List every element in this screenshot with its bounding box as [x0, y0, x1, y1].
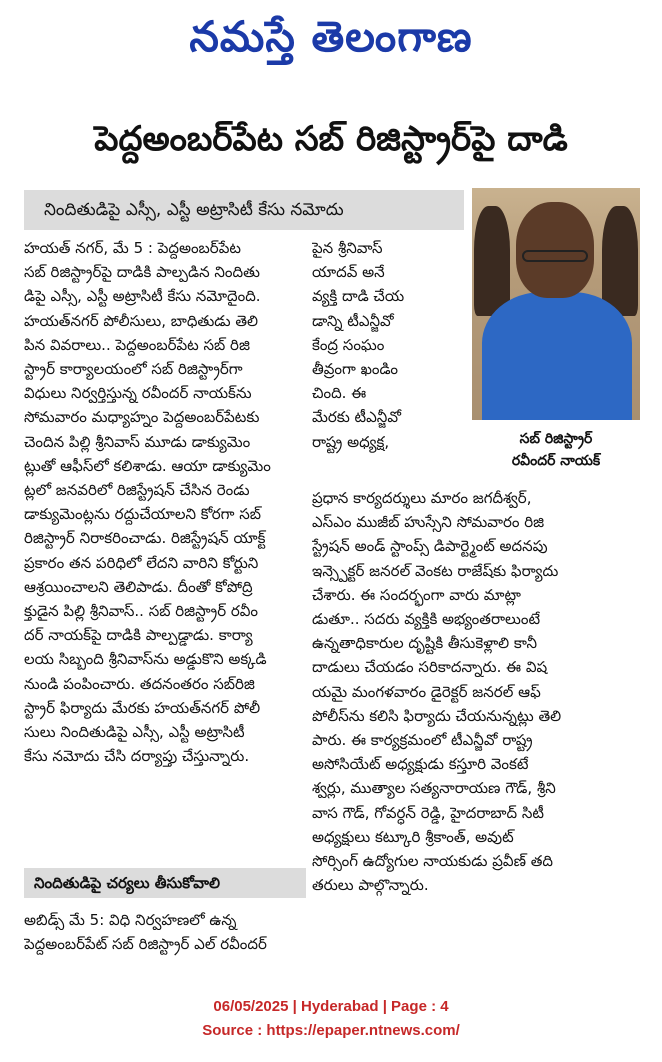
footer-source: Source : https://epaper.ntnews.com/	[202, 1022, 460, 1039]
body-line: తరులు పాల్గొన్నారు.	[312, 876, 429, 895]
body-line: స్ట్రార్ ఫిర్యాదు మేరకు హయత్‌నగర్ పోలీ	[24, 698, 261, 717]
body-line: సోమవారం మధ్యాహ్నం పెద్దఅంబర్‌పేటకు	[24, 408, 260, 427]
body-line: కేసు నమోదు చేసి దర్యాప్తు చేస్తున్నారు.	[24, 747, 250, 766]
body-line: స్ట్రార్ కార్యాలయంలో సబ్ రిజిస్ట్రార్‌గా	[24, 360, 243, 379]
background-person	[602, 206, 638, 316]
article-column-left-lower	[24, 908, 306, 956]
body-line: లయ సిబ్బంది శ్రీనివాస్‌ను అడ్డుకొని అక్కడి	[24, 650, 267, 669]
body-line: సబ్ రిజిస్ట్రార్‌పై దాడికి పాల్పడిన నిందితు	[24, 263, 260, 282]
body-line: ట్లలో జనవరిలో రిజిస్ట్రేషన్ చేసిన రెండు	[24, 481, 250, 500]
footer-dateline: 06/05/2025 | Hyderabad | Page : 4	[213, 998, 449, 1015]
body-line: దర్ నాయక్‌పై దాడికి పాల్పడ్డాడు. కార్యా	[24, 626, 253, 645]
body-line: యాదవ్ అనే	[312, 263, 385, 282]
body-line: అసోసియేట్ అధ్యక్షుడు కస్తూరి వెంకటే	[312, 755, 529, 774]
body-line: ఎస్ఎం ముజీబ్ హుస్సేని సోమవారం రిజి	[312, 513, 545, 532]
article-column-right	[312, 486, 642, 897]
body-line: డుతూ.. సదరు వ్యక్తికి అభ్యంతరాలుంటే	[312, 610, 541, 629]
body-line: పారు. ఈ కార్యక్రమంలో టీఎన్జీవో రాష్ట్ర	[312, 731, 533, 750]
body-line: అధ్యక్షులు కట్కూరి శ్రీకాంత్, అవుట్	[312, 827, 514, 846]
body-line: పోలీస్‌ను కలిసి ఫిర్యాదు చేయనున్నట్లు తెలి	[312, 706, 562, 725]
section-subhead: నిందితుడిపై చర్యలు తీసుకోవాలి	[24, 868, 306, 898]
body-line: డాన్ని టీఎన్జీవో	[312, 311, 394, 330]
body-line: అబిడ్స్ మే 5: విధి నిర్వహణలో ఉన్న	[24, 911, 237, 929]
article-photo	[472, 188, 640, 420]
article-headline: పెద్దఅంబర్‌పేట సబ్ రిజిస్ట్రార్‌పై దాడి	[94, 119, 568, 159]
body-line: స్ట్రేషన్ అండ్ స్టాంప్స్ డిపార్ట్మెంట్ అదనపు	[312, 537, 548, 556]
body-line: కేంద్ర సంఘం	[312, 335, 385, 354]
body-line: వ్యక్తి దాడి చేయ	[312, 287, 405, 306]
masthead-logo: నమస్తే తెలంగాణ	[189, 12, 473, 61]
background-person	[474, 206, 510, 316]
body-line: సోర్సింగ్ ఉద్యోగుల నాయకుడు ప్రవీణ్ తది	[312, 852, 553, 871]
body-line: వాస గౌడ్, గోవర్ధన్ రెడ్డి, హైదరాబాద్ సిటీ	[312, 803, 544, 822]
body-line: క్తుడైన పిల్లి శ్రీనివాస్.. సబ్ రిజిస్ట్రార్ రవీం	[24, 602, 259, 621]
body-line: పెద్దఅంబర్‌పేట్ సబ్ రిజిస్ట్రార్ ఎల్ రవీందర్	[24, 935, 267, 954]
article-subhead: నిందితుడిపై ఎస్సీ, ఎస్టీ అట్రాసిటీ కేసు నమోదు	[24, 190, 464, 230]
body-line: యమై మంగళవారం డైరెక్టర్ జనరల్ ఆఫ్	[312, 682, 541, 701]
body-line: డాక్యుమెంట్లను రద్దుచేయాలని కోరగా సబ్	[24, 505, 262, 524]
body-line: చేశారు. ఈ సందర్భంగా వారు మాట్లా	[312, 585, 521, 604]
body-line: పైన శ్రీనివాస్	[312, 239, 383, 257]
body-line: హయత్‌నగర్ పోలీసులు, బాధితుడు తెలి	[24, 311, 258, 330]
body-line: నుండి పంపించారు. తదనంతరం సబ్‌రిజి	[24, 674, 255, 693]
body-line: శ్వర్లు, ముత్యాల సత్యనారాయణ గౌడ్, శ్రీని	[312, 779, 556, 798]
body-line: ఆశ్రయించాలని తెలిపాడు. దీంతో కోపోద్రి	[24, 577, 253, 596]
body-line: ఉన్నతాధికారుల దృష్టికి తీసుకెళ్లాలి కానీ	[312, 634, 537, 653]
body-line: తీవ్రంగా ఖండిం	[312, 360, 398, 379]
body-line: రిజిస్ట్రార్ నిరాకరించాడు. రిజిస్ట్రేషన్ యాక్ట్	[24, 529, 266, 548]
body-line: ప్రధాన కార్యదర్శులు మారం జగదీశ్వర్,	[312, 489, 532, 507]
photo-caption	[472, 422, 640, 484]
body-line: డిపై ఎస్సీ, ఎస్టీ అట్రాసిటీ కేసు నమోదైంది.	[24, 287, 261, 306]
body-line: మేరకు టీఎన్జీవో	[312, 408, 401, 427]
body-line: ప్రకారం తన పరిధిలో లేదని వారిని కోర్టుని	[24, 553, 259, 572]
body-line: చింది. ఈ	[312, 384, 367, 403]
body-line: ఇన్స్పెక్టర్ జనరల్ వెంకట రాజేష్‌కు ఫిర్యాదు	[312, 561, 559, 580]
body-line: దాడులు చేయడం సరికాదన్నారు. ఈ విష	[312, 658, 548, 677]
body-line: చెందిన పిల్లి శ్రీనివాస్ మూడు డాక్యుమెం	[24, 432, 251, 451]
caption-line: రవీందర్ నాయక్	[511, 453, 601, 469]
body-line: పిన వివరాలు.. పెద్దఅంబర్‌పేట సబ్ రిజి	[24, 335, 250, 354]
body-line: హయత్ నగర్, మే 5 : పెద్దఅంబర్‌పేట	[24, 239, 241, 257]
photo-glasses	[522, 250, 588, 262]
photo-shirt	[482, 292, 632, 420]
body-line: ట్లుతో ఆఫీస్‌లో కలిశాడు. ఆయా డాక్యుమెం	[24, 456, 271, 475]
article-column-middle	[312, 236, 462, 454]
body-line: రాష్ట్ర అధ్యక్ష,	[312, 432, 390, 451]
body-line: విధులు నిర్వర్తిస్తున్న రవీందర్ నాయక్‌ను	[24, 384, 252, 403]
body-line: సులు నిందితుడిపై ఎస్సీ, ఎస్టీ అట్రాసిటీ	[24, 723, 245, 742]
caption-line: సబ్ రిజిస్ట్రార్	[519, 431, 593, 447]
